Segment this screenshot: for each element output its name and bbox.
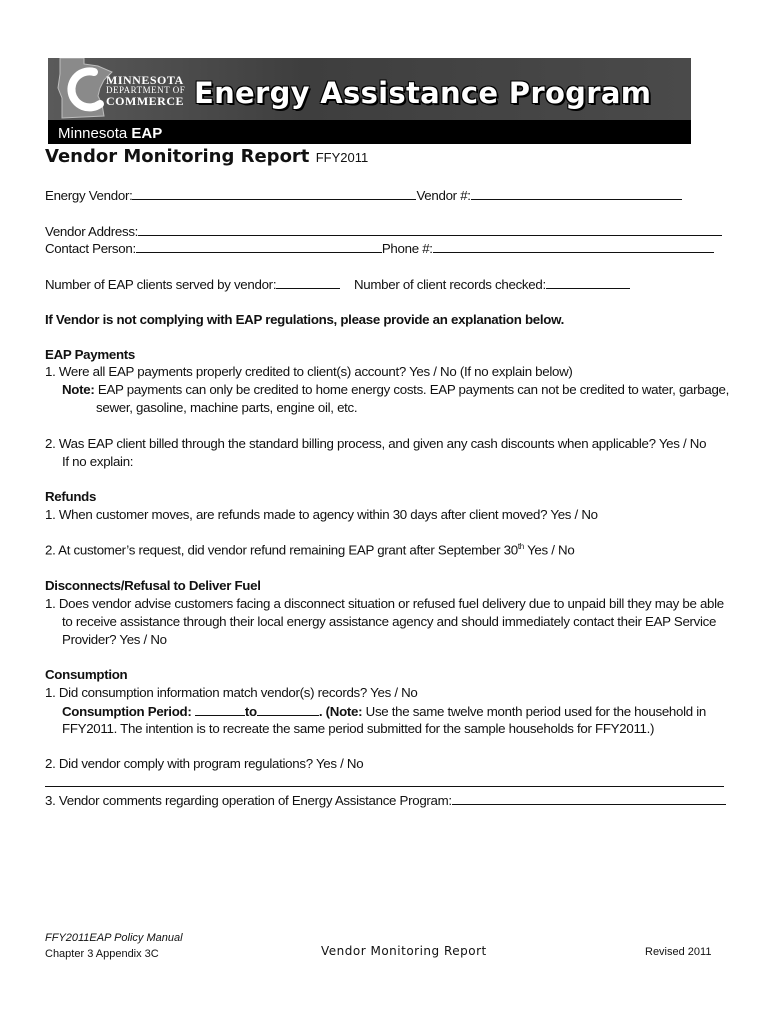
contact-person-label: Contact Person: xyxy=(45,241,136,256)
refunds-q2 xyxy=(45,542,574,557)
consumption-period-label: Consumption Period: xyxy=(62,704,192,719)
period-note-text: Use the same twelve month period used for the household in xyxy=(362,704,706,719)
energy-vendor-field[interactable] xyxy=(132,187,416,200)
consumption-q2: 2. Did vendor comply with program regulations? Yes / No xyxy=(45,756,364,771)
banner-title: Energy Assistance Program xyxy=(194,76,652,110)
footer-left xyxy=(45,930,183,962)
consumption-q3-row xyxy=(45,792,726,808)
note-text: EAP payments can only be credited to home energy costs. EAP payments can not be credited to water, garbage, xyxy=(94,382,730,397)
disconnects-heading: Disconnects/Refusal to Deliver Fuel xyxy=(45,578,261,593)
program-banner xyxy=(48,58,691,144)
payments-q1: 1. Were all EAP payments properly credited to client(s) account? Yes / No (If no explain below) xyxy=(45,364,573,379)
footer-center: Vendor Monitoring Report xyxy=(321,944,487,958)
period-start-field[interactable] xyxy=(195,703,245,716)
refunds-q2-sup: th xyxy=(517,542,524,551)
banner-sub-prefix: Minnesota xyxy=(58,125,128,142)
consumption-heading: Consumption xyxy=(45,667,128,682)
vendor-number-field[interactable] xyxy=(471,187,682,200)
consumption-period-row xyxy=(62,703,706,719)
consumption-q3: 3. Vendor comments regarding operation of Energy Assistance Program: xyxy=(45,793,452,808)
phone-label: Phone #: xyxy=(381,241,433,256)
instruction-text: If Vendor is not complying with EAP regulations, please provide an explanation below. xyxy=(45,312,565,327)
fiscal-year: FFY2011 xyxy=(315,150,369,165)
logo-line-1: MINNESOTA xyxy=(106,73,184,87)
eap-clients-row xyxy=(45,276,340,292)
records-checked-label: Number of client records checked: xyxy=(354,277,546,292)
vendor-address-label: Vendor Address: xyxy=(45,224,139,239)
contact-person-row xyxy=(45,240,714,256)
consumption-period-cont: FFY2011. The intention is to recreate the same period submitted for the sample households for FFY2011.) xyxy=(62,721,655,736)
note-label: Note: xyxy=(62,382,95,397)
payments-q2-cont: If no explain: xyxy=(62,454,134,469)
logo-line-2: DEPARTMENT OF xyxy=(106,85,186,95)
phone-field[interactable] xyxy=(433,240,714,253)
disconnects-q1: 1. Does vendor advise customers facing a disconnect situation or refused fuel delivery due to unpaid bill they may be able xyxy=(45,596,724,611)
divider-line xyxy=(45,786,724,787)
period-end-field[interactable] xyxy=(257,703,319,716)
banner-sub-bold: EAP xyxy=(131,125,163,142)
banner-subtitle xyxy=(58,125,162,142)
disconnects-q1-cont1: to receive assistance through their local energy assistance agency and should immediately contact their EAP Service xyxy=(62,614,717,629)
vendor-comments-field[interactable] xyxy=(452,792,726,805)
footer-manual: FFY2011EAP Policy Manual xyxy=(45,932,183,944)
payments-note xyxy=(62,382,729,397)
payments-q2: 2. Was EAP client billed through the standard billing process, and given any cash discounts when applicable? Yes / No xyxy=(45,436,707,451)
footer-revised: Revised 2011 xyxy=(645,946,712,958)
commerce-logo xyxy=(106,74,185,107)
consumption-q1: 1. Did consumption information match vendor(s) records? Yes / No xyxy=(45,685,418,700)
banner-strip xyxy=(48,120,691,144)
records-checked-field[interactable] xyxy=(546,276,630,289)
refunds-q2-answer: Yes / No xyxy=(523,542,575,558)
eap-clients-field[interactable] xyxy=(276,276,340,289)
refunds-q1: 1. When customer moves, are refunds made to agency within 30 days after client moved? Yes / No xyxy=(45,507,598,522)
refunds-q2-text: 2. At customer’s request, did vendor refund remaining EAP grant after September 30 xyxy=(45,542,518,558)
eap-clients-label: Number of EAP clients served by vendor: xyxy=(45,277,277,292)
vendor-address-field[interactable] xyxy=(138,223,722,236)
energy-vendor-label: Energy Vendor: xyxy=(45,188,133,203)
period-to-label: to xyxy=(244,704,257,719)
page-title xyxy=(45,146,368,167)
records-checked-row xyxy=(354,276,630,292)
payments-heading: EAP Payments xyxy=(45,347,136,362)
report-title-text: Vendor Monitoring Report xyxy=(45,146,310,167)
logo-line-3: COMMERCE xyxy=(106,94,184,108)
footer-chapter: Chapter 3 Appendix 3C xyxy=(45,948,159,960)
vendor-address-row xyxy=(45,223,722,239)
payments-note-cont: sewer, gasoline, machine parts, engine oil, etc. xyxy=(96,400,358,415)
disconnects-q1-cont2: Provider? Yes / No xyxy=(62,632,167,647)
energy-vendor-row xyxy=(45,187,682,203)
vendor-number-label: Vendor #: xyxy=(416,188,471,203)
period-note-label: . (Note: xyxy=(318,704,363,719)
contact-person-field[interactable] xyxy=(136,240,382,253)
refunds-heading: Refunds xyxy=(45,489,97,504)
